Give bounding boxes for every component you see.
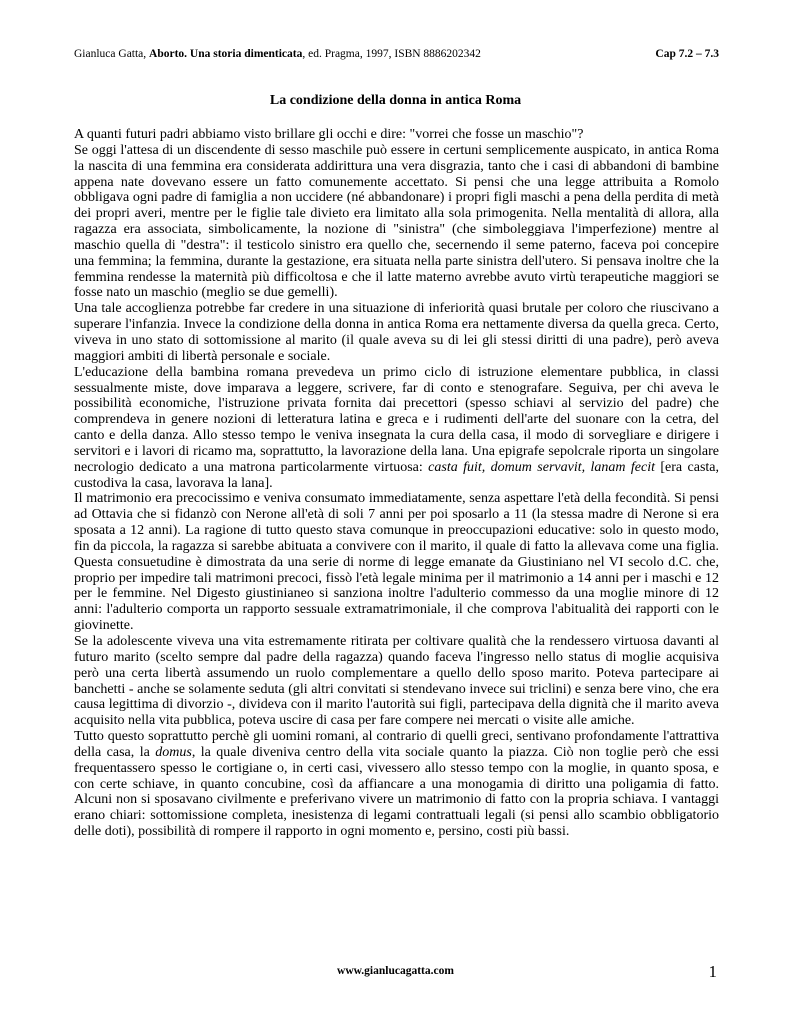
- latin-quote: casta fuit, domum servavit, lanam fecit: [428, 459, 655, 475]
- page-number: 1: [708, 962, 717, 981]
- page-header: [74, 46, 719, 62]
- book-title: Aborto. Una storia dimenticata: [149, 48, 303, 60]
- paragraph-text: , la quale diveniva centro della vita sociale quanto la piazza. Ciò non toglie però che essi frequentassero spesso le cortigiane o, in certi casi, vivessero allo stesso tempo con la moglie, in quanto sposa, e con certe schiave, in quanto concubine, così da affiancare a una monogamia di diritto una poligamia di fatto. Alcuni non si sposavano civilmente e preferivano vivere un matrimonio di fatto con la propria schiava. I vantaggi erano chiari: sottomissione completa, inesistenza di legami contrattuali legali (si pensi allo scambio obbligatorio delle doti), possibilità di rompere il rapporto in ogni momento e, persino, costi più bassi.: [74, 744, 720, 840]
- document-title: La condizione della donna in antica Roma: [269, 93, 522, 108]
- chapter-reference: Cap 7.2 – 7.3: [655, 48, 719, 60]
- paragraph: [74, 729, 719, 840]
- paragraph: A quanti futuri padri abbiamo visto brillare gli occhi e dire: "vorrei che fosse un maschio"?: [74, 127, 584, 142]
- document-body: [74, 127, 719, 840]
- paragraph: Una tale accoglienza potrebbe far credere in una situazione di inferiorità quasi brutale per coloro che riuscivano a superare l'infanzia. Invece la condizione della donna in antica Roma era nettamente diversa da quella greca. Certo, viveva in uno stato di sottomissione al marito (il quale aveva su di lei gli stessi diritti di una padre), però aveva maggiori ambiti di libertà personale e sociale.: [74, 301, 719, 364]
- citation: [74, 46, 481, 62]
- footer-website: www.gianlucagatta.com: [337, 965, 454, 977]
- paragraph: Se oggi l'attesa di un discendente di sesso maschile può essere in certuni semplicemente auspicato, in antica Roma la nascita di una femmina era considerata addirittura una vera disgrazia, tanto che i casi di abbandoni di bambine appena nate dovevano essere un fatto comunemente accettato. Si pensi che una legge attribuita a Romolo obbligava ogni padre di famiglia a non uccidere (né abbandonare) i propri figli maschi a pena della perdita di metà dei propri averi, mentre per le figlie tale divieto era limitato alla sola primogenita. Nella mentalità di allora, alla ragazza era associata, simbolicamente, la nozione di "sinistra" (che simboleggiava l'imperfezione) mentre al maschio quella di "destra": il testicolo sinistro era quello che, secernendo il seme paterno, faceva poi concepire una femmina; la femmina, durante la gestazione, era situata nella parte sinistra dell'utero. Si pensava inoltre che la femmina rendesse la maternità più difficoltosa e che il latte materno avrebbe avuto virtù terapeutiche maggiori se fosse nato un maschio (meglio se due gemelli).: [74, 142, 719, 301]
- paragraph-text: [era casta, custodiva la casa, lavorava la lana].: [74, 459, 720, 491]
- paragraph-text: L'educazione della bambina romana prevedeva un primo ciclo di istruzione elementare pubblica, in classi sessualmente miste, dove imparava a leggere, scrivere, far di conto e stenografare. Seguiva, per chi aveva le possibilità economiche, l'istruzione privata fornita dai precettori (spesso schiavi al servizio del padre) che comprendeva in genere nozioni di letteratura latina e greca e i rudimenti dell'arte del suonare con la cetra, del canto e della danza. Allo stesso tempo le veniva insegnata la cura della casa, il modo di sorvegliare e dirigere i servitori e i lavori di ricamo ma, soprattutto, la lavorazione della lana. Una epigrafe sepolcrale riporta un singolare necrologio dedicato a una matrona particolarmente virtuosa:: [74, 364, 719, 475]
- paragraph-text: Tutto questo soprattutto perchè gli uomini romani, al contrario di quelli greci, sentivano profondamente l'attrattiva della casa, la: [74, 729, 719, 760]
- author-name: Gianluca Gatta,: [74, 48, 150, 60]
- publisher-info: , ed. Pragma, 1997, ISBN 8886202342: [302, 48, 481, 60]
- latin-term: domus: [155, 744, 192, 760]
- paragraph: [74, 365, 719, 492]
- paragraph: Se la adolescente viveva una vita estremamente ritirata per coltivare qualità che la rendessero virtuosa davanti al futuro marito (scelto sempre dal padre della ragazza) quando faceva l'ingresso nello status di moglie acquisiva però una certa libertà assumendo un ruolo complementare a quello dello sposo marito. Poteva partecipare ai banchetti - anche se solamente seduta (gli altri convitati si stendevano invece sui triclini) e senza bere vino, che era causa legittima di divorzio -, divideva con il marito l'autorità sui figli, partecipava della dignità che il marito aveva acquisito nella vita pubblica, poteva uscire di casa per fare compere nei mercati o visite alle amiche.: [74, 634, 719, 729]
- paragraph: Il matrimonio era precocissimo e veniva consumato immediatamente, senza aspettare l'età della fecondità. Si pensi ad Ottavia che si fidanzò con Nerone all'età di soli 7 anni per poi sposarlo a 11 (la stessa madre di Nerone si era sposata a 12 anni). La ragione di tutto questo stava comunque in preoccupazioni educative: solo in questo modo, fin da piccola, la ragazza si sarebbe abituata a convivere con il marito, il quale di fatto la allevava come una figlia. Questa consuetudine è dimostrata da una serie di norme di legge emanate da Giustiniano nel VI secolo d.C. che, proprio per impedire tali matrimoni precoci, fissò l'età legale minima per il matrimonio a 14 anni per i maschi e 12 per le femmine. Nel Digesto giustinianeo si sanziona inoltre l'adulterio commesso da una moglie minore di 12 anni: l'adulterio comporta un rapporto sessuale extramatrimoniale, il che comprova l'abitualità dei rapporti con le giovinette.: [74, 491, 719, 634]
